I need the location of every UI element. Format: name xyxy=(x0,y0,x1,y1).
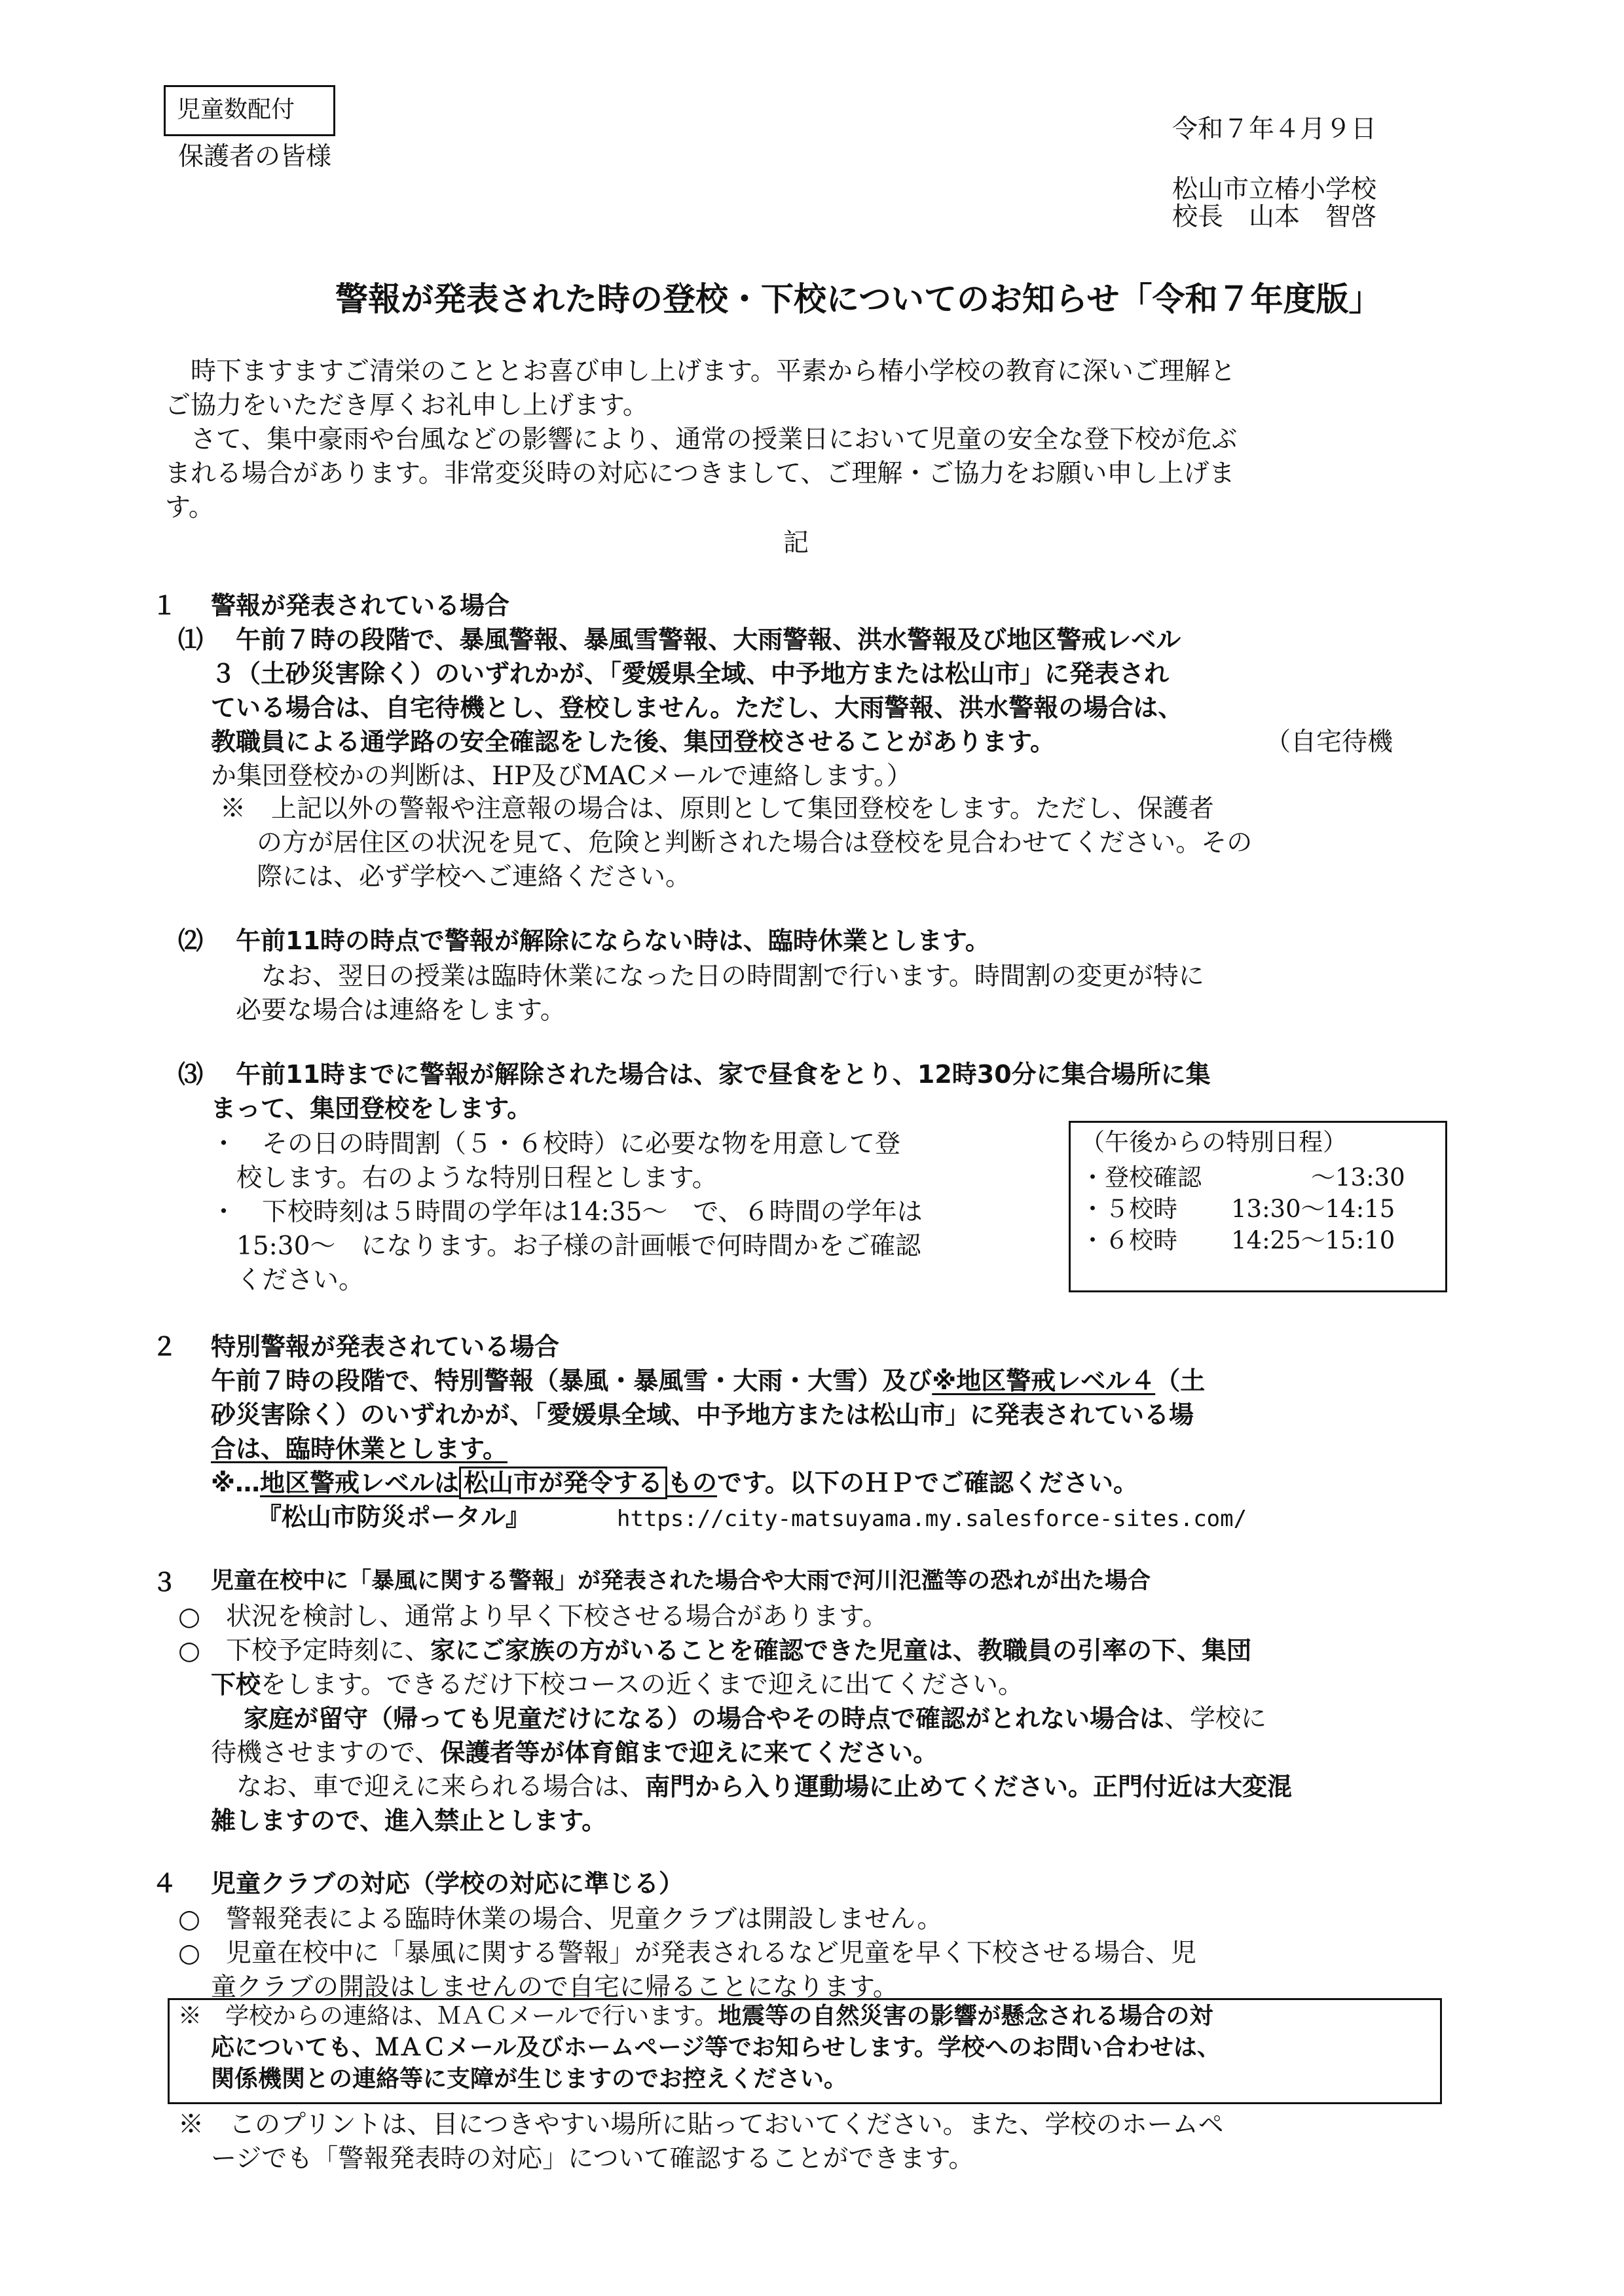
notice-line: 関係機関との連絡等に支障が生じますのでお控えください。 xyxy=(211,2066,848,2092)
s1-bullet-line: ください。 xyxy=(211,1266,365,1295)
s1-star-note: ※ 上記以外の警報や注意報の場合は、原則として集団登校をします。ただし、保護者 xyxy=(220,794,1214,824)
s1-p2-line: なお、翌日の授業は臨時休業になった日の時間割で行います。時間割の変更が特に xyxy=(236,962,1204,991)
s3-l3-bold: 家庭が留守（帰っても児童だけになる）の場合やその時点で確認がとれない場合は xyxy=(244,1704,1165,1733)
s2-portal-url[interactable]: https://city-matsuyama.my.salesforce-sites.com/ xyxy=(617,1506,1247,1532)
s3-l5-bold: 南門から入り運動場に止めてください。正門付近は大変混 xyxy=(645,1772,1293,1801)
s3-item: ○ 状況を検討し、通常より早く下校させる場合があります。 xyxy=(178,1602,888,1631)
intro-line: まれる場合があります。非常変災時の対応につきまして、ご理解・ご協力をお願い申し上げま xyxy=(165,459,1235,488)
s3-item2-bold: 家にご家族の方がいることを確認できた児童は、教職員の引率の下、集団 xyxy=(430,1636,1252,1665)
footer-line: ージでも「警報発表時の対応」について確認することができます。 xyxy=(211,2144,974,2174)
s3-l3-tail: 、学校に xyxy=(1164,1704,1267,1734)
s1-p1-mark: ⑴ xyxy=(178,625,204,654)
section2-number: ２ xyxy=(152,1332,177,1361)
ki-mark: 記 xyxy=(783,528,809,558)
s2-line1-text: 午前７時の段階で、特別警報（暴風・暴風雪・大雨・大雪）及び xyxy=(211,1366,932,1395)
notice-line1-lead: ※ 学校からの連絡は、ＭＡＣメールで行います。 xyxy=(178,2003,718,2030)
s3-item2-lead: ○ 下校予定時刻に、 xyxy=(178,1636,431,1666)
s2-note-mark: ※… xyxy=(211,1468,260,1497)
s1-p1-line: 午前７時の段階で、暴風警報、暴風雪警報、大雨警報、洪水警報及び地区警戒レベル xyxy=(236,625,1181,654)
intro-line: さて、集中豪雨や台風などの影響により、通常の授業日において児童の安全な登下校が危ぶ xyxy=(165,425,1238,454)
s1-p3-mark: ⑶ xyxy=(178,1060,204,1089)
s3-line xyxy=(211,1774,1292,1800)
s2-line2: 砂災害除く）のいずれかが、「愛媛県全域、中予地方または松山市」に発表されている場 xyxy=(211,1400,1194,1429)
intro-line: す。 xyxy=(165,493,214,522)
s3-item2-tail: をします。できるだけ下校コースの近くまで迎えに出てください。 xyxy=(261,1670,1024,1700)
s3-l4-bold: 保護者等が体育館まで迎えに来てください。 xyxy=(440,1738,938,1767)
section4-number: ４ xyxy=(152,1869,177,1898)
s1-bullet-line: ・ 下校時刻は５時間の学年は14:35～ で、６時間の学年は xyxy=(211,1197,923,1227)
s1-p1-line: ３（土砂災害除く）のいずれかが、「愛媛県全域、中予地方または松山市」に発表され xyxy=(211,659,1170,688)
notice-line xyxy=(178,2005,1213,2028)
s2-line3: 合は、臨時休業とします。 xyxy=(211,1434,507,1463)
page-title: 警報が発表された時の登校・下校についてのお知らせ「令和７年度版」 xyxy=(335,280,1382,318)
school-name: 松山市立椿小学校 xyxy=(1172,175,1377,204)
s2-note-tail: です。以下のＨＰでご確認ください。 xyxy=(717,1468,1138,1497)
intro-line: 時下ますますご清栄のこととお喜び申し上げます。平素から椿小学校の教育に深いご理解と xyxy=(165,357,1236,386)
s1-p1-note: （自宅待機 xyxy=(1265,727,1393,757)
s1-p2-heading: 午前11時の時点で警報が解除にならない時は、臨時休業とします。 xyxy=(236,926,990,955)
principal-name: 校長 山本 智啓 xyxy=(1172,202,1377,232)
footer-line: ※ このプリントは、目につきやすい場所に貼っておいてください。また、学校のホームペ xyxy=(178,2110,1224,2140)
schedule-label: ・６校時 xyxy=(1080,1226,1177,1254)
s3-line xyxy=(211,1740,938,1766)
s1-p3-heading: まって、集団登校をします。 xyxy=(211,1094,532,1123)
s1-bullet-line: ・ その日の時間割（５・６校時）に必要な物を用意して登 xyxy=(211,1129,901,1159)
s4-item: ○ 警報発表による臨時休業の場合、児童クラブは開設しません。 xyxy=(178,1904,943,1934)
recipient: 保護者の皆様 xyxy=(178,142,332,172)
s3-line xyxy=(244,1706,1266,1732)
section2-heading: 特別警報が発表されている場合 xyxy=(211,1332,560,1361)
s2-portal-name: 『松山市防災ポータル』 xyxy=(257,1503,531,1531)
schedule-label: ・登校確認 xyxy=(1080,1163,1202,1192)
s2-level4-term: ※地区警戒レベル４ xyxy=(932,1366,1156,1395)
s3-item xyxy=(178,1638,1251,1664)
s2-note-issuer: 松山市が発令する xyxy=(459,1467,667,1499)
s2-note-term: 地区警戒レベルは xyxy=(259,1468,459,1497)
s3-l4-lead: 待機させますので、 xyxy=(211,1738,441,1768)
s4-item: 童クラブの開設はしませんので自宅に帰ることになります。 xyxy=(211,1973,898,2002)
s3-line xyxy=(211,1672,1024,1698)
section3-number: ３ xyxy=(152,1568,177,1597)
schedule-time: ～13:30 xyxy=(1311,1163,1405,1192)
schedule-label: ・５校時 xyxy=(1080,1195,1177,1223)
s1-star-note: 際には、必ず学校へご連絡ください。 xyxy=(257,862,692,892)
s3-line: 雑しますので、進入禁止とします。 xyxy=(211,1806,607,1835)
schedule-time: 14:25～15:10 xyxy=(1231,1226,1395,1254)
section1-heading: 警報が発表されている場合 xyxy=(211,591,510,620)
s2-line1 xyxy=(211,1368,1205,1393)
schedule-time: 13:30～14:15 xyxy=(1231,1195,1395,1223)
s2-level-note xyxy=(211,1470,1138,1495)
notice-line: 応についても、ＭＡＣメール及びホームページ等でお知らせします。学校へのお問い合わせは、 xyxy=(211,2034,1221,2061)
s1-p2-mark: ⑵ xyxy=(178,926,204,955)
s1-p1-line: ている場合は、自宅待機とし、登校しません。ただし、大雨警報、洪水警報の場合は、 xyxy=(211,693,1183,722)
notice-line1-bold: 地震等の自然災害の影響が懸念される場合の対 xyxy=(718,2003,1213,2030)
s1-bullet-line: 校します。右のような特別日程とします。 xyxy=(211,1163,718,1193)
s4-item: ○ 児童在校中に「暴風に関する警報」が発表されるなど児童を早く下校させる場合、児 xyxy=(178,1939,1197,1968)
s3-item2-bold-end: 下校 xyxy=(211,1670,261,1699)
s1-p1-note: か集団登校かの判断は、HP及びMACメールで連絡します。） xyxy=(211,761,912,791)
s1-p3-heading: 午前11時までに警報が解除された場合は、家で昼食をとり、12時30分に集合場所に集 xyxy=(236,1060,1211,1089)
s2-note-mono: もの xyxy=(667,1468,717,1497)
s1-p1-line: 教職員による通学路の安全確認をした後、集団登校させることがあります。 xyxy=(211,727,1055,756)
section1-number: １ xyxy=(152,591,177,620)
intro-line: ご協力をいただき厚くお礼申し上げます。 xyxy=(165,391,648,420)
distribution-tag: 児童数配付 xyxy=(177,96,295,123)
s1-p2-line: 必要な場合は連絡をします。 xyxy=(236,996,566,1025)
date: 令和７年４月９日 xyxy=(1172,115,1377,144)
schedule-title: （午後からの特別日程） xyxy=(1080,1128,1347,1156)
s2-line1-tail: （土 xyxy=(1155,1366,1206,1395)
section3-heading: 児童在校中に「暴風に関する警報」が発表された場合や大雨で河川氾濫等の恐れが出た場合 xyxy=(211,1568,1151,1594)
s3-l5-lead: なお、車で迎えに来られる場合は、 xyxy=(211,1772,646,1802)
s1-bullet-line: 15:30～ になります。お子様の計画帳で何時間かをご確認 xyxy=(211,1231,921,1261)
s1-star-note: の方が居住区の状況を見て、危険と判断された場合は登校を見合わせてください。その xyxy=(257,828,1253,858)
section4-heading: 児童クラブの対応（学校の対応に準じる） xyxy=(211,1869,684,1898)
